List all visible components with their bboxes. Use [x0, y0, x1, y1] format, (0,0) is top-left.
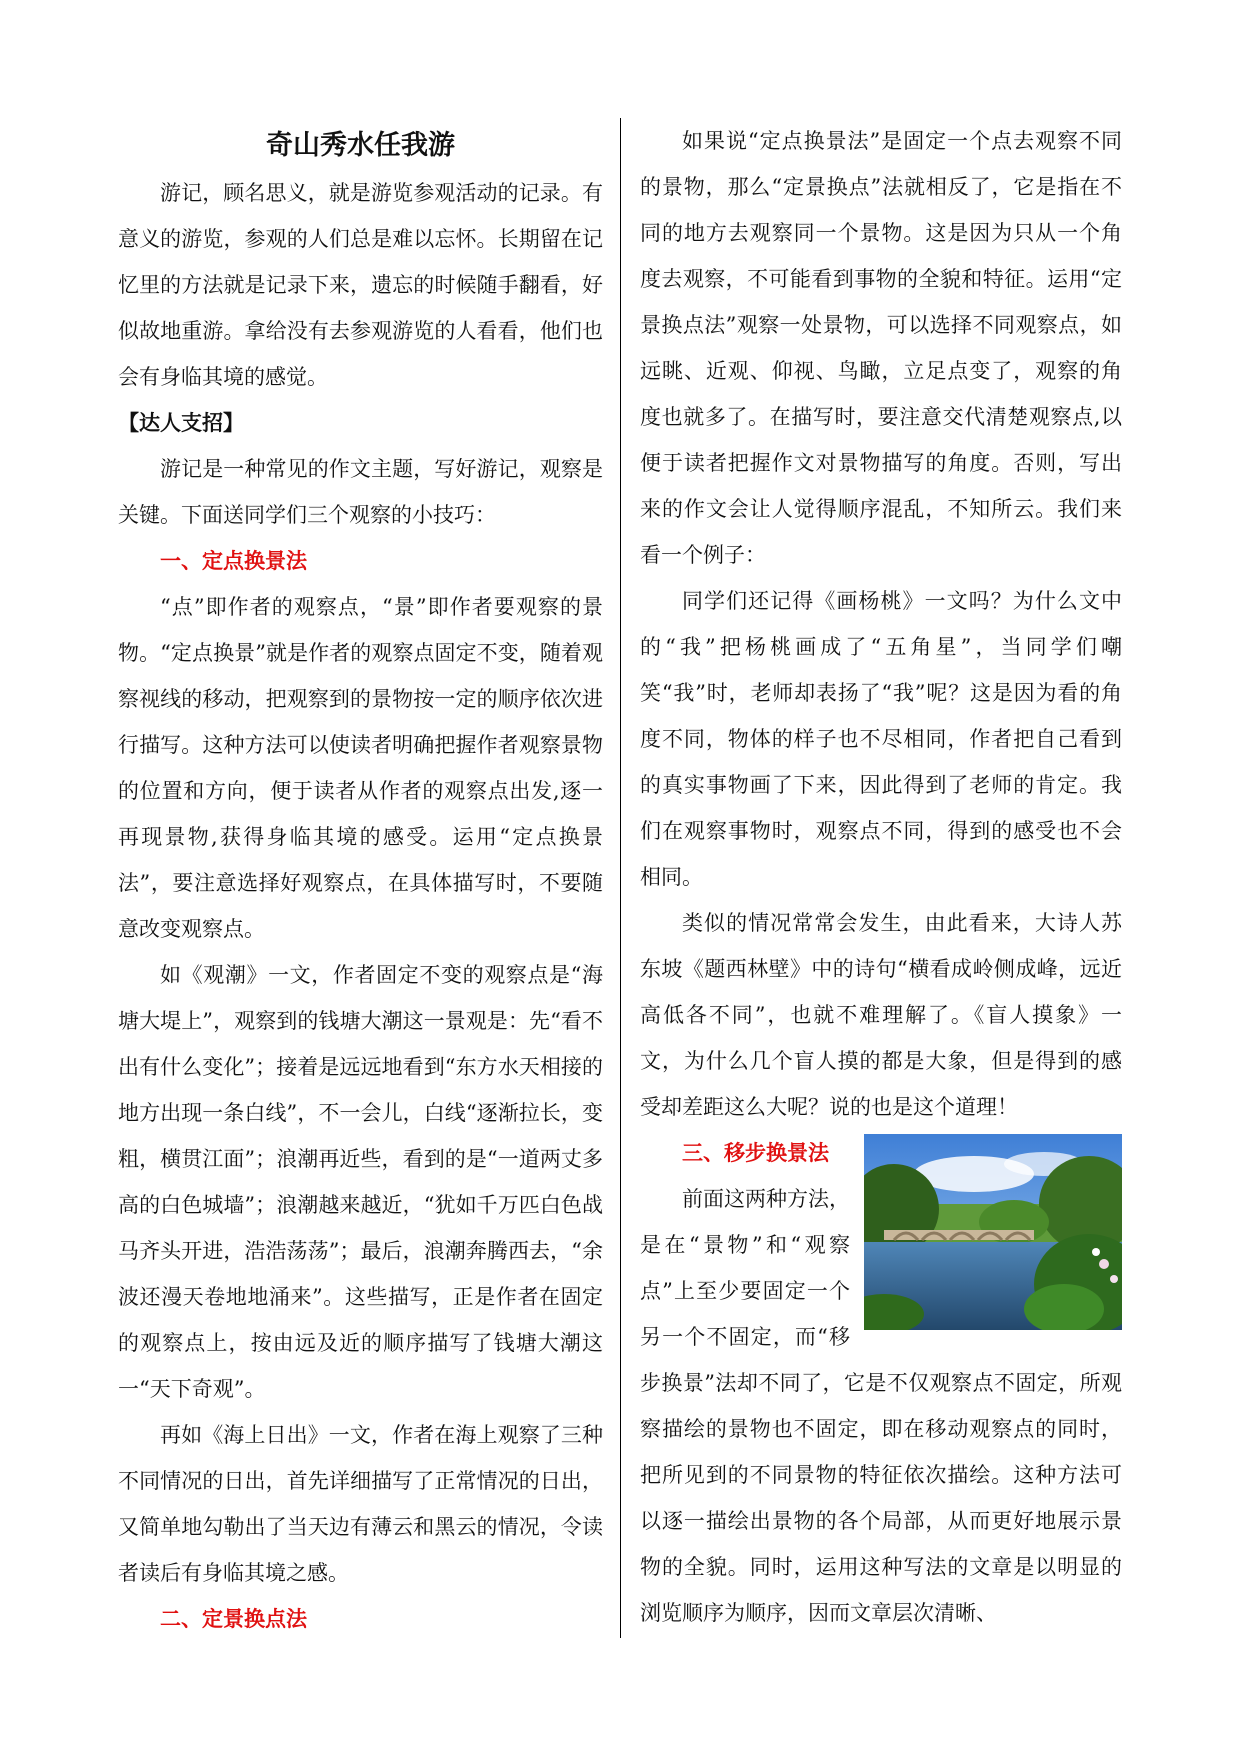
- landscape-bridge-photo: [864, 1134, 1122, 1330]
- intro-paragraph: 游记，顾名思义，就是游览参观活动的记录。有意义的游览，参观的人们总是难以忘怀。长期留在记忆里的方法就是记录下来，遗忘的时候随手翻看，好似故地重游。拿给没有去参观游览的人看看，他们也会有身临其境的感觉。: [118, 181, 603, 389]
- section1-paragraph-2: 如《观潮》一文，作者固定不变的观察点是“海塘大堤上”，观察到的钱塘大潮这一景观是：先“看不出有什么变化”；接着是远远地看到“东方水天相接的地方出现一条白线”，不一会儿，白线“逐渐拉长，变粗，横贯江面”；浪潮再近些，看到的是“一道两丈多高的白色城墙”；浪潮越来越近，“犹如千万匹白色战马齐头开进，浩浩荡荡”；最后，浪潮奔腾西去，“余波还漫天卷地地涌来”。这些描写，正是作者在固定的观察点上，按由远及近的顺序描写了钱塘大潮这一“天下奇观”。: [118, 963, 603, 1401]
- section-heading-3: 三、移步换景法: [682, 1141, 829, 1165]
- section2-paragraph-1: 如果说“定点换景法”是固定一个点去观察不同的景物，那么“定景换点”法就相反了，它是指在不同的地方去观察同一个景物。这是因为只从一个角度去观察，不可能看到事物的全貌和特征。运用“定景换点法”观察一处景物，可以选择不同观察点，如远眺、近观、仰视、鸟瞰，立足点变了，观察的角度也就多了。在描写时，要注意交代清楚观察点,以便于读者把握作文对景物描写的角度。否则，写出来的作文会让人觉得顺序混乱，不知所云。我们来看一个例子：: [640, 129, 1122, 567]
- section-heading-1: 一、定点换景法: [160, 549, 307, 573]
- tips-paragraph: 游记是一种常见的作文主题，写好游记，观察是关键。下面送同学们三个观察的小技巧：: [118, 457, 603, 527]
- right-column: [640, 118, 1122, 1636]
- column-divider: [620, 118, 621, 1638]
- landscape-bridge-icon: [864, 1134, 1122, 1330]
- tips-heading: 【达人支招】: [118, 411, 244, 435]
- page-title: 奇山秀水任我游: [266, 130, 455, 161]
- left-column: [118, 118, 603, 1642]
- section3-paragraph: 前面这两种方法，是在“景物”和“观察点”上至少要固定一个另一个不固定，而“移步换景”法却不同了，它是不仅观察点不固定，所观察描绘的景物也不固定，即在移动观察点的同时，把所见到的不同景物的特征依次描绘。这种方法可以逐一描绘出景物的各个局部，从而更好地展示景物的全貌。同时，运用这种写法的文章是以明显的浏览顺序为顺序，因而文章层次清晰、: [640, 1187, 1122, 1625]
- section-heading-2: 二、定景换点法: [160, 1607, 307, 1631]
- section1-paragraph-3: 再如《海上日出》一文，作者在海上观察了三种不同情况的日出，首先详细描写了正常情况的日出，又简单地勾勒出了当天边有薄云和黑云的情况，令读者读后有身临其境之感。: [118, 1423, 603, 1585]
- section2-paragraph-2: 同学们还记得《画杨桃》一文吗？为什么文中的“我”把杨桃画成了“五角星”，当同学们嘲笑“我”时，老师却表扬了“我”呢？这是因为看的角度不同，物体的样子也不尽相同，作者把自己看到的真实事物画了下来，因此得到了老师的肯定。我们在观察事物时，观察点不同，得到的感受也不会相同。: [640, 589, 1122, 889]
- section1-paragraph-1: “点”即作者的观察点，“景”即作者要观察的景物。“定点换景”就是作者的观察点固定不变，随着观察视线的移动，把观察到的景物按一定的顺序依次进行描写。这种方法可以使读者明确把握作者观察景物的位置和方向，便于读者从作者的观察点出发,逐一再现景物,获得身临其境的感受。运用“定点换景法”，要注意选择好观察点，在具体描写时，不要随意改变观察点。: [118, 595, 603, 941]
- section2-paragraph-3: 类似的情况常常会发生，由此看来，大诗人苏东坡《题西林壁》中的诗句“横看成岭侧成峰，远近高低各不同”，也就不难理解了。《盲人摸象》一文，为什么几个盲人摸的都是大象，但是得到的感受却差距这么大呢？说的也是这个道理！: [640, 911, 1122, 1119]
